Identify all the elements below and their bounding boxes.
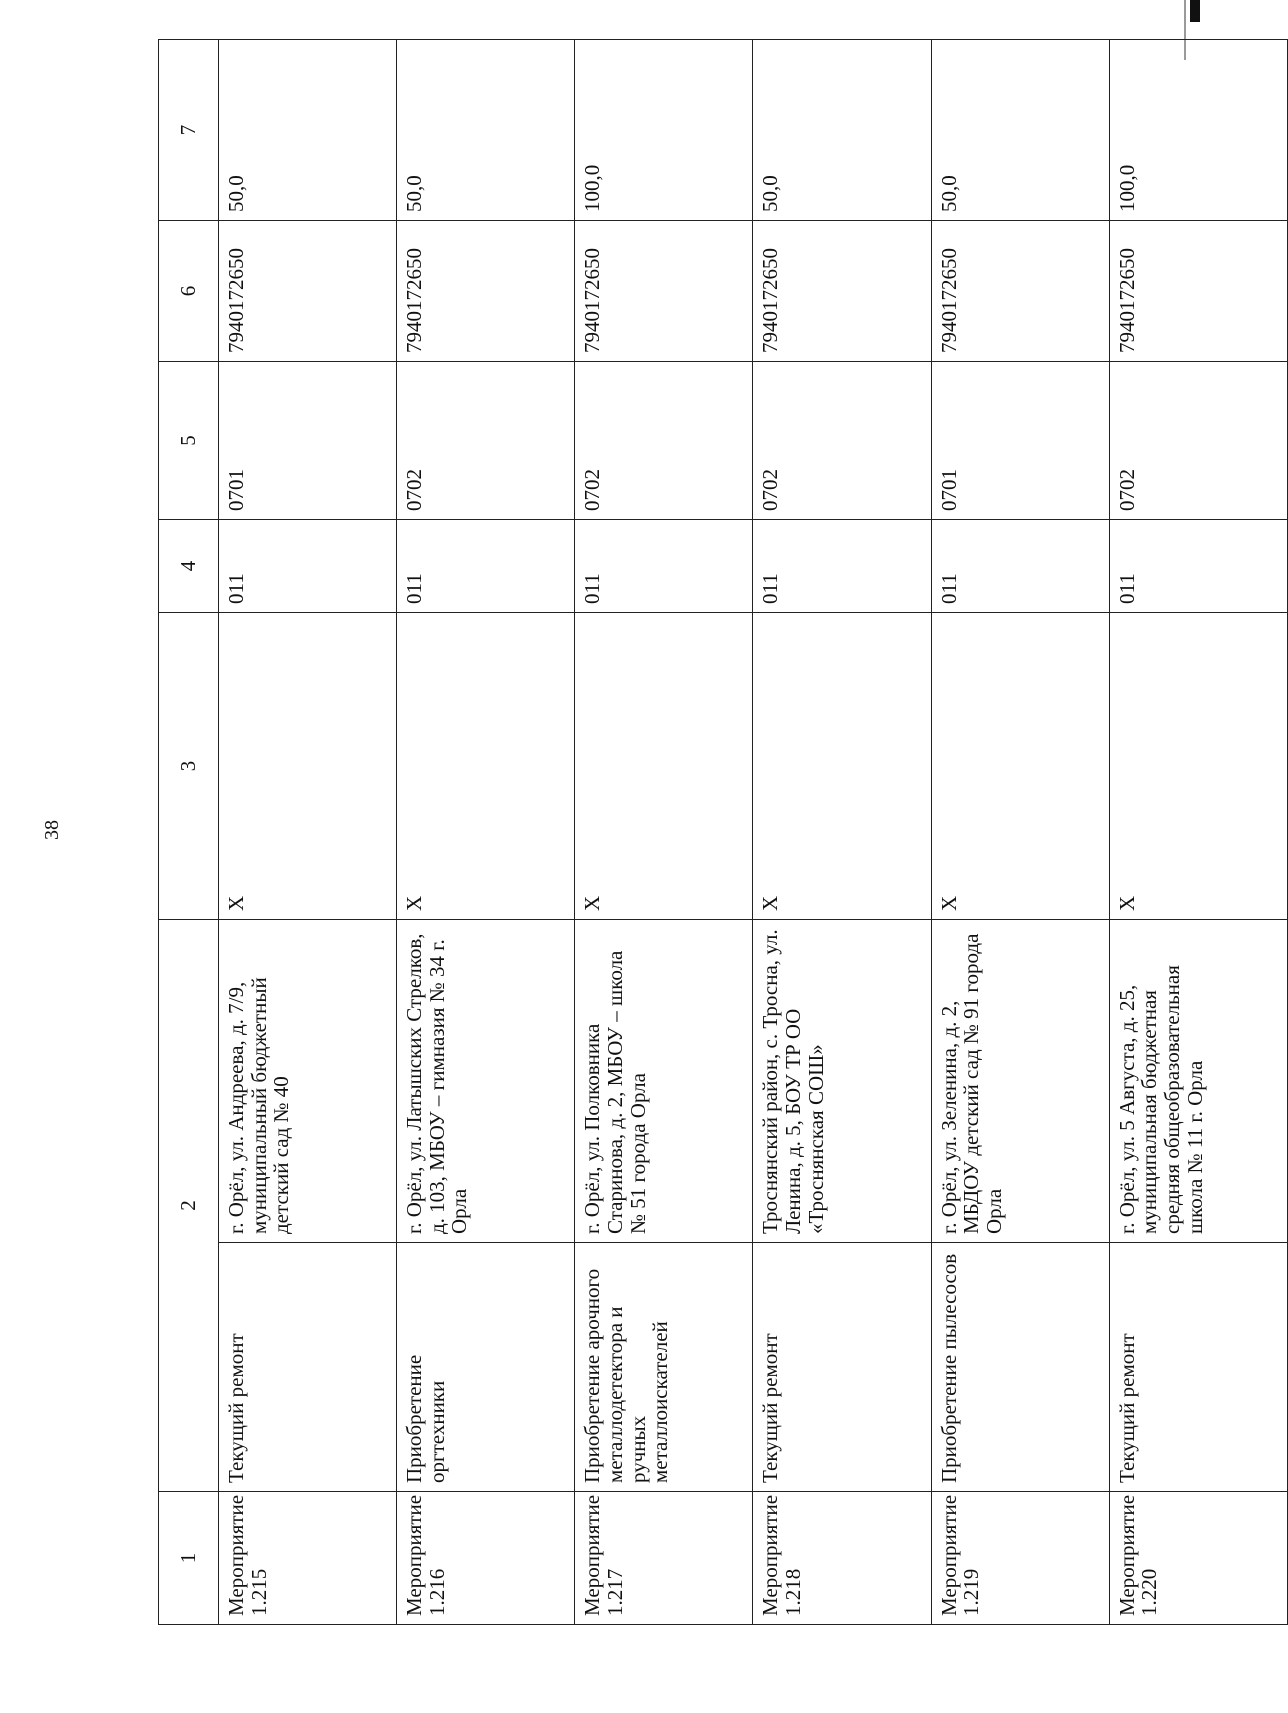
table-row [931,40,1109,1625]
table-row [1109,40,1287,1625]
description-cell: Текущий ремонт [218,1243,396,1492]
event-cell: Мероприятие 1.217 [575,1492,753,1625]
col3-cell: X [931,613,1109,920]
col3-cell: X [218,613,396,920]
address-cell: г. Орёл, ул. Латышских Стрелков, д. 103, МБОУ – гимназия № 34 г. Орла [397,920,575,1243]
col4-cell: 011 [575,520,753,613]
description-cell: Приобретение оргтехники [397,1243,575,1492]
event-cell: Мероприятие 1.216 [397,1492,575,1625]
col6-cell: 7940172650 [397,221,575,362]
page-number: 38 [41,820,63,840]
header-cell-6: 6 [159,221,219,362]
amount-cell: 50,0 [931,40,1109,221]
col5-cell: 0702 [397,362,575,520]
header-cell-3: 3 [159,613,219,920]
amount-cell: 50,0 [218,40,396,221]
description-cell: Приобретение арочного металлодетектора и ручных металлоискателей [575,1243,753,1492]
table-header-row [159,40,219,1625]
table-row [397,40,575,1625]
col6-cell: 7940172650 [753,221,931,362]
header-cell-4: 4 [159,520,219,613]
col3-cell: X [753,613,931,920]
address-cell: г. Орёл, ул. 5 Августа, д. 25, муниципальная бюджетная средняя общеобразовательная школа № 11 г. Орла [1109,920,1287,1243]
col4-cell: 011 [1109,520,1287,613]
amount-cell: 100,0 [1109,40,1287,221]
table-body [159,40,1288,1625]
address-cell: г. Орёл, ул. Андреева, д. 7/9, муниципальный бюджетный детский сад № 40 [218,920,396,1243]
address-cell: Троснянский район, с. Тросна, ул. Ленина, д. 5, БОУ ТР ОО «Троснянская СОШ» [753,920,931,1243]
col5-cell: 0702 [753,362,931,520]
col3-cell: X [575,613,753,920]
description-cell: Приобретение пылесосов [931,1243,1109,1492]
col6-cell: 7940172650 [218,221,396,362]
amount-cell: 50,0 [397,40,575,221]
col5-cell: 0701 [218,362,396,520]
amount-cell: 100,0 [575,40,753,221]
col3-cell: X [1109,613,1287,920]
budget-table-wrapper [158,40,1288,1625]
col6-cell: 7940172650 [1109,221,1287,362]
col4-cell: 011 [753,520,931,613]
event-cell: Мероприятие 1.219 [931,1492,1109,1625]
col3-cell: X [397,613,575,920]
col5-cell: 0702 [1109,362,1287,520]
col5-cell: 0702 [575,362,753,520]
table-row [575,40,753,1625]
budget-table [158,39,1288,1625]
header-cell-1: 1 [159,1492,219,1625]
event-cell: Мероприятие 1.218 [753,1492,931,1625]
description-cell: Текущий ремонт [1109,1243,1287,1492]
header-cell-7: 7 [159,40,219,221]
col4-cell: 011 [218,520,396,613]
table-row [218,40,396,1625]
description-cell: Текущий ремонт [753,1243,931,1492]
col5-cell: 0701 [931,362,1109,520]
address-cell: г. Орёл, ул. Полковника Старинова, д. 2, МБОУ – школа № 51 города Орла [575,920,753,1243]
address-cell: г. Орёл, ул. Зеленина, д. 2, МБДОУ детский сад № 91 города Орла [931,920,1109,1243]
amount-cell: 50,0 [753,40,931,221]
event-cell: Мероприятие 1.220 [1109,1492,1287,1625]
col6-cell: 7940172650 [575,221,753,362]
event-cell: Мероприятие 1.215 [218,1492,396,1625]
col4-cell: 011 [397,520,575,613]
header-cell-2: 2 [159,920,219,1492]
scan-mark [1190,0,1200,22]
table-row [753,40,931,1625]
header-cell-5: 5 [159,362,219,520]
col6-cell: 7940172650 [931,221,1109,362]
col4-cell: 011 [931,520,1109,613]
